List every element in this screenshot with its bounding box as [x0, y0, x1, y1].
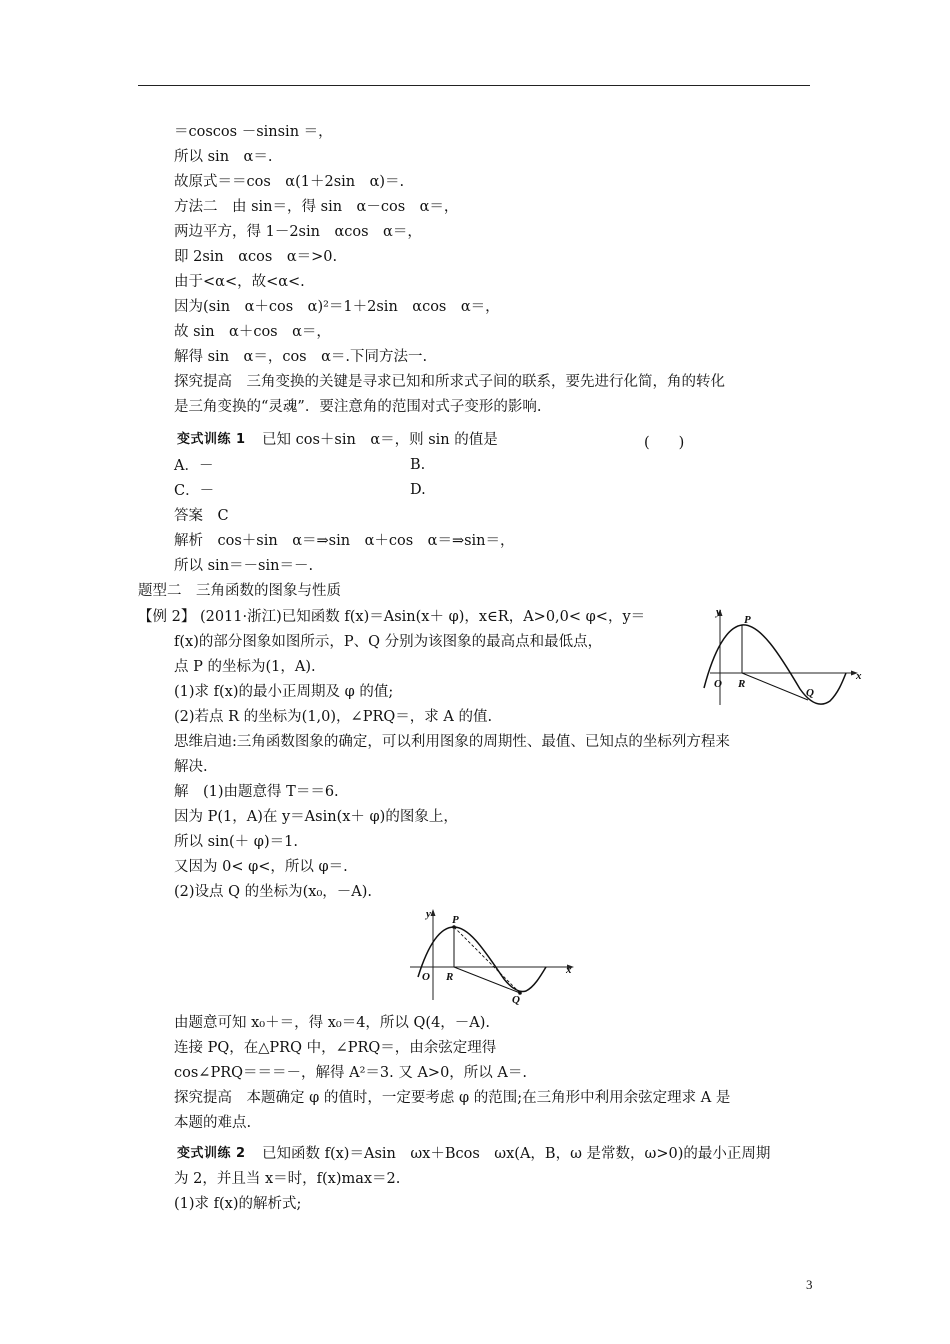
exercise-text: 已知 cos＋sin α＝，则 sin 的值是	[262, 432, 498, 448]
option-a: A．－	[174, 458, 214, 474]
origin-label: O	[714, 678, 722, 690]
solution-line: 连接 PQ，在△PRQ 中，∠PRQ＝，由余弦定理得	[174, 1040, 497, 1056]
example-line: f(x)的部分图象如图所示，P、Q 分别为该图象的最高点和最低点，	[174, 634, 603, 650]
think-line: 解决.	[174, 759, 208, 775]
text-line: 故原式＝＝cos α(1＋2sin α)＝.	[174, 174, 405, 190]
example-line: 【例 2】 (2011·浙江)已知函数 f(x)＝Asin(x＋ φ)，x∈R，A>0,0< φ<，y＝	[138, 609, 646, 625]
solution-line: 因为 P(1，A)在 y＝Asin(x＋ φ)的图象上，	[174, 809, 458, 825]
solution-line: 由题意可知 x₀＋＝，得 x₀＝4，所以 Q(4，－A).	[174, 1015, 491, 1031]
sine-graph-2	[408, 905, 578, 1005]
point-r-label: R	[738, 678, 746, 690]
exercise-text: 为 2，并且当 x＝时，f(x)max＝2.	[174, 1171, 401, 1187]
text-line: 因为(sin α＋cos α)²＝1＋2sin αcos α＝，	[174, 299, 500, 315]
option-b: B.	[410, 457, 426, 473]
sine-graph-1	[702, 605, 862, 710]
think-line: 思维启迪:三角函数图象的确定，可以利用图象的周期性、最值、已知点的坐标列方程来	[174, 734, 730, 750]
point-q-label: Q	[806, 687, 814, 699]
solution-line: (2)设点 Q 的坐标为(x₀，－A).	[174, 884, 373, 900]
point-p-label: P	[744, 614, 751, 626]
axis-x-label: x	[856, 670, 862, 682]
answer-paren: ( )	[644, 435, 685, 451]
text-line: 解得 sin α＝，cos α＝.下同方法一.	[174, 349, 428, 365]
text-line: 由于<α<，故<α<.	[174, 274, 305, 290]
text-line: ＝coscos －sinsin ＝，	[174, 124, 333, 140]
exercise-tag: 变式训练 1	[177, 432, 246, 447]
point-q-label: Q	[512, 994, 520, 1006]
text-line: 探究提高 三角变换的关键是寻求已知和所求式子间的联系，要先进行化简，角的转化	[174, 374, 725, 390]
result-line: 所以 sin＝－sin＝－.	[174, 558, 314, 574]
note-line: 本题的难点.	[174, 1115, 252, 1131]
text-line: 即 2sin αcos α＝>0.	[174, 249, 338, 265]
text-line: 故 sin α＋cos α＝，	[174, 324, 331, 340]
solution-line: cos∠PRQ＝＝＝－，解得 A²＝3. 又 A>0，所以 A＝.	[174, 1065, 527, 1081]
question-1: (1)求 f(x)的最小正周期及 φ 的值;	[174, 684, 394, 700]
page-number: 3	[806, 1277, 813, 1292]
solution-line: 所以 sin(＋ φ)＝1.	[174, 834, 298, 850]
exercise-tag: 变式训练 2	[177, 1146, 246, 1161]
option-d: D.	[410, 482, 426, 498]
option-c: C．－	[174, 483, 215, 499]
point-r-label: R	[446, 971, 454, 983]
note-line: 探究提高 本题确定 φ 的值时，一定要考虑 φ 的范围;在三角形中利用余弦定理求 A 是	[174, 1090, 731, 1106]
header-rule	[138, 85, 810, 86]
example-line: 点 P 的坐标为(1，A).	[174, 659, 316, 675]
answer-line: 答案 C	[174, 508, 229, 524]
section-title: 题型二 三角函数的图象与性质	[138, 583, 341, 599]
solution-line: 解 (1)由题意得 T＝＝6.	[174, 784, 339, 800]
question-2: (2)若点 R 的坐标为(1,0)，∠PRQ＝，求 A 的值.	[174, 709, 493, 725]
point-p-label: P	[452, 914, 459, 926]
exercise-text: (1)求 f(x)的解析式;	[174, 1196, 302, 1212]
solution-line: 又因为 0< φ<，所以 φ＝.	[174, 859, 348, 875]
analysis-line: 解析 cos＋sin α＝⇒sin α＋cos α＝⇒sin＝，	[174, 533, 515, 549]
origin-label: O	[422, 971, 430, 983]
axis-y-label: y	[716, 606, 721, 618]
text-line: 两边平方，得 1－2sin αcos α＝，	[174, 224, 422, 240]
text-line: 是三角变换的“灵魂”．要注意角的范围对式子变形的影响.	[174, 399, 542, 415]
axis-y-label: y	[426, 908, 431, 920]
text-line: 所以 sin α＝.	[174, 149, 273, 165]
text-line: 方法二 由 sin＝，得 sin α－cos α＝，	[174, 199, 459, 215]
exercise-text: 已知函数 f(x)＝Asin ωx＋Bcos ωx(A，B，ω 是常数，ω>0)的最小正周期	[262, 1146, 771, 1162]
axis-x-label: x	[566, 964, 572, 976]
